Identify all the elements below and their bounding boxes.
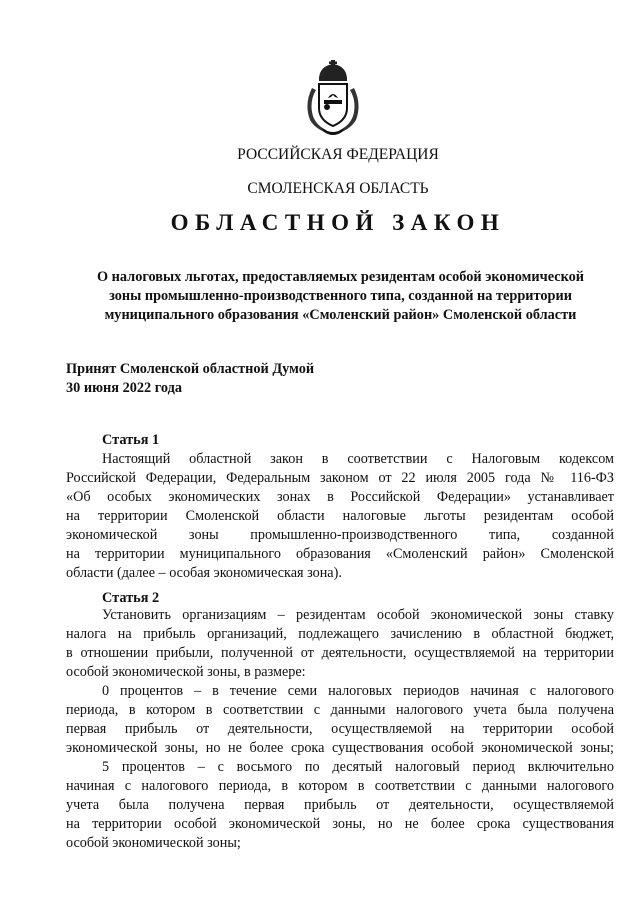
adoption-date: 30 июня 2022 года — [66, 380, 183, 396]
text-line: «Об особых экономических зонах в Российской Федерации» устанавливает — [66, 489, 614, 505]
article-2-text — [66, 606, 614, 853]
text-line: на территории особой экономической зоны, но не более срока существования — [66, 816, 614, 832]
text-line: области (далее – особая экономическая зона). — [66, 565, 342, 581]
subject-line: О налоговых льготах, предоставляемых резидентам особой экономической — [96, 269, 585, 285]
text-line: первая прибыль от деятельности, осуществляемой на территории особой — [66, 721, 614, 737]
text-line: экономической зоны промышленно-производственного типа, созданной — [66, 527, 614, 543]
region-heading: СМОЛЕНСКАЯ ОБЛАСТЬ — [247, 180, 429, 197]
article-1-title: Статья 1 — [102, 432, 160, 448]
federation-heading: РОССИЙСКАЯ ФЕДЕРАЦИЯ — [237, 146, 439, 163]
text-line: начиная с налогового периода, в котором в соответствии с данными налогового — [66, 778, 614, 794]
text-line: особой экономической зоны; — [66, 835, 241, 851]
text-line: налога на прибыль организаций, подлежащего зачислению в областной бюджет, — [66, 626, 614, 642]
text-line: особой экономической зоны, в размере: — [66, 664, 306, 680]
text-line: на территории муниципального образования «Смоленский район» Смоленской — [66, 546, 614, 562]
text-line: 5 процентов – с восьмого по десятый налоговый период включительно — [102, 759, 614, 775]
article-2-title: Статья 2 — [102, 590, 160, 606]
text-line: учета была получена первая прибыль от деятельности, осуществляемой — [66, 797, 614, 813]
coat-of-arms-icon — [302, 60, 364, 138]
text-line: 0 процентов – в течение семи налоговых периодов начиная с налогового — [102, 683, 614, 699]
document-type-title: ОБЛАСТНОЙ ЗАКОН — [170, 210, 506, 235]
text-line: Установить организациям – резидентам особой экономической зоны ставку — [102, 607, 614, 623]
text-line: Российской Федерации, Федеральным законом от 22 июля 2005 года № 116-ФЗ — [66, 470, 614, 486]
text-line: экономической зоны, но не более срока существования особой экономической зоны; — [66, 740, 614, 756]
law-subject — [78, 268, 603, 325]
subject-line: зоны промышленно-производственного типа, созданной на территории — [109, 288, 572, 304]
text-line: в отношении прибыли, полученной от деятельности, осуществляемой на территории — [66, 645, 614, 661]
article-1-text — [66, 450, 614, 583]
text-line: Настоящий областной закон в соответствии с Налоговым кодексом — [102, 451, 614, 467]
adoption-body: Принят Смоленской областной Думой — [66, 361, 315, 377]
text-line: периода, в котором в соответствии с данными налогового учета была получена — [66, 702, 614, 718]
adoption-info — [66, 360, 314, 398]
subject-line: муниципального образования «Смоленский район» Смоленской области — [104, 307, 577, 323]
text-line: на территории Смоленской области налоговые льготы резидентам особой — [66, 508, 614, 524]
